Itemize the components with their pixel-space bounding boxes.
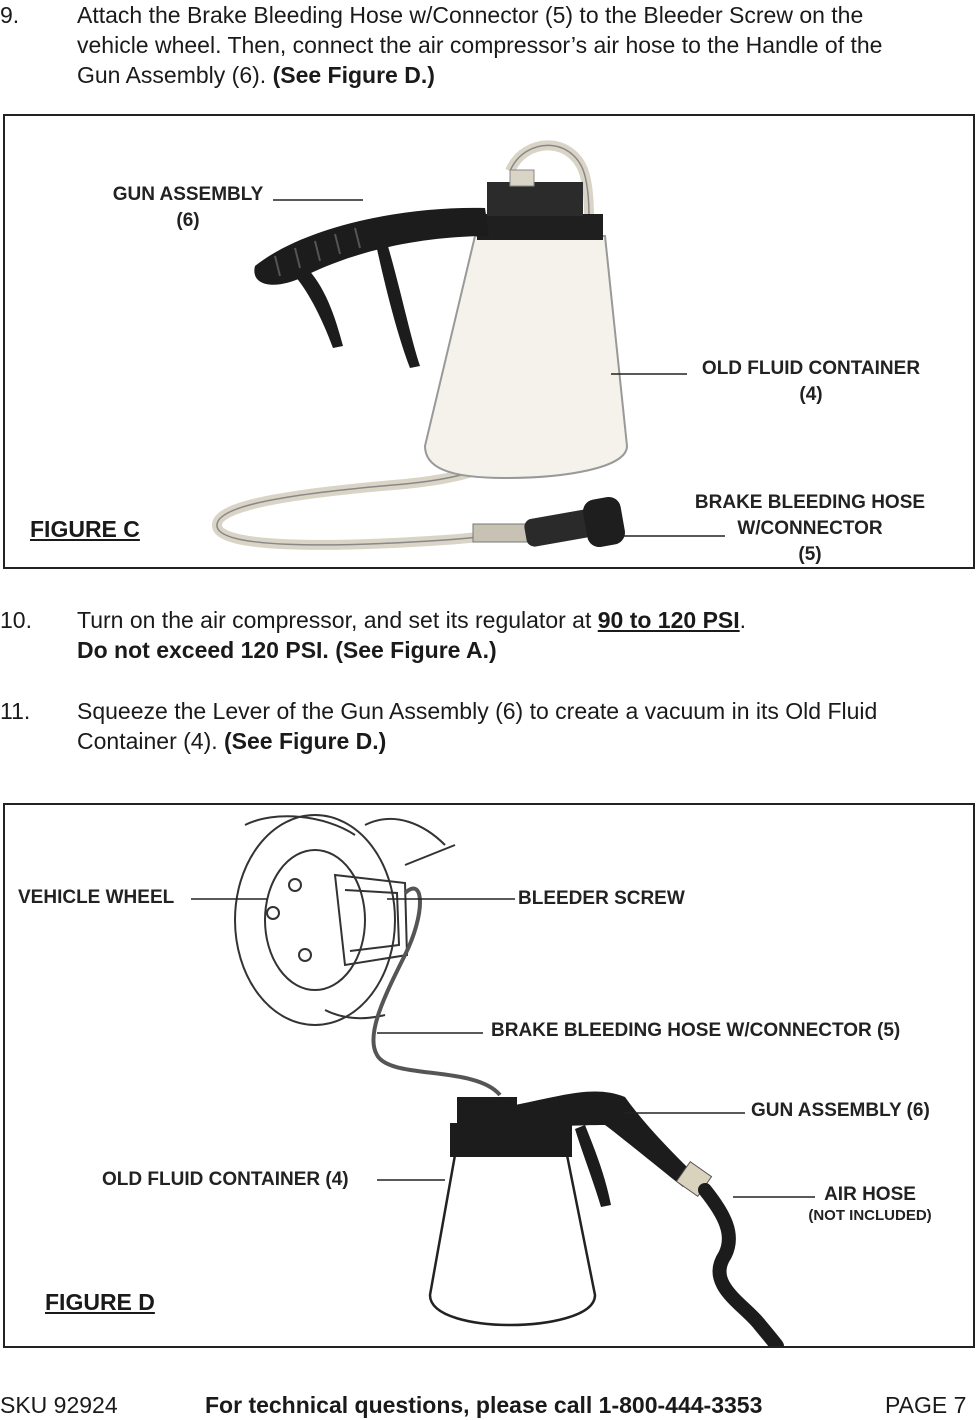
old-fluid-container-callout	[683, 356, 939, 408]
gun-assembly-callout	[103, 182, 273, 234]
figure-d	[3, 803, 975, 1348]
warning-text: Do not exceed 120 PSI. (See Figure A.)	[77, 637, 497, 663]
callout-label: AIR HOSE	[824, 1184, 916, 1205]
hose-connector	[473, 495, 627, 549]
step-text	[77, 696, 967, 756]
callout-label: GUN ASSEMBLY	[112, 184, 264, 205]
step-line-text: Gun Assembly (6).	[77, 62, 273, 88]
air-hose-callout	[795, 1182, 945, 1224]
step-text	[77, 0, 967, 90]
step-line-text: Container (4).	[77, 728, 225, 754]
psi-range: 90 to 120 PSI	[597, 607, 740, 633]
figure-c-title: FIGURE C	[30, 516, 140, 542]
step-9	[0, 0, 976, 92]
step-line	[77, 726, 967, 756]
vehicle-wheel-drawing	[235, 815, 455, 1025]
brake-bleeding-hose	[373, 889, 500, 1095]
step-text	[77, 605, 967, 665]
figure-reference: (See Figure D.)	[224, 728, 387, 754]
old-fluid-container	[425, 236, 627, 478]
callout-number: (5)	[798, 544, 822, 565]
footer-questions: For technical questions, please call 1-800-444-3353	[205, 1392, 763, 1418]
callout-number: (6)	[176, 210, 200, 231]
step-number: 10.	[0, 607, 32, 633]
old-fluid-container-callout: OLD FLUID CONTAINER (4)	[102, 1169, 349, 1190]
callout-label: OLD FLUID CONTAINER	[701, 358, 921, 379]
step-line: Attach the Brake Bleeding Hose w/Connector (5) to the Bleeder Screw on the	[77, 2, 864, 28]
container-cap	[477, 214, 603, 240]
callout-label: W/CONNECTOR	[737, 518, 883, 539]
step-line-text: .	[739, 607, 747, 633]
callout-number: (4)	[799, 384, 823, 405]
footer-page-number: PAGE 7	[885, 1392, 967, 1418]
step-line-text: Turn on the air compressor, and set its regulator at	[77, 607, 598, 633]
step-line	[77, 605, 967, 635]
step-number: 9.	[0, 2, 20, 28]
step-10	[0, 605, 976, 667]
step-line: vehicle wheel. Then, connect the air compressor’s air hose to the Handle of the	[77, 32, 883, 58]
air-hose	[705, 1190, 777, 1346]
figure-d-title: FIGURE D	[45, 1289, 155, 1315]
bleeder-screw-callout: BLEEDER SCREW	[518, 888, 685, 909]
step-line	[77, 60, 967, 90]
step-line: Squeeze the Lever of the Gun Assembly (6) to create a vacuum in its Old Fluid	[77, 698, 878, 724]
footer-sku: SKU 92924	[0, 1392, 118, 1418]
figure-reference: (See Figure D.)	[272, 62, 435, 88]
figure-c	[3, 114, 975, 569]
vehicle-wheel-callout: VEHICLE WHEEL	[18, 887, 175, 908]
callout-note: (NOT INCLUDED)	[808, 1207, 932, 1224]
callout-label: BRAKE BLEEDING HOSE	[694, 492, 926, 513]
old-fluid-container	[430, 1155, 595, 1325]
step-number: 11.	[0, 698, 31, 724]
container-cap	[450, 1123, 572, 1157]
hose-callout	[679, 490, 941, 568]
brake-bleeding-hose-callout: BRAKE BLEEDING HOSE W/CONNECTOR (5)	[491, 1020, 901, 1041]
gun-assembly-callout: GUN ASSEMBLY (6)	[751, 1100, 930, 1121]
step-11	[0, 696, 976, 758]
